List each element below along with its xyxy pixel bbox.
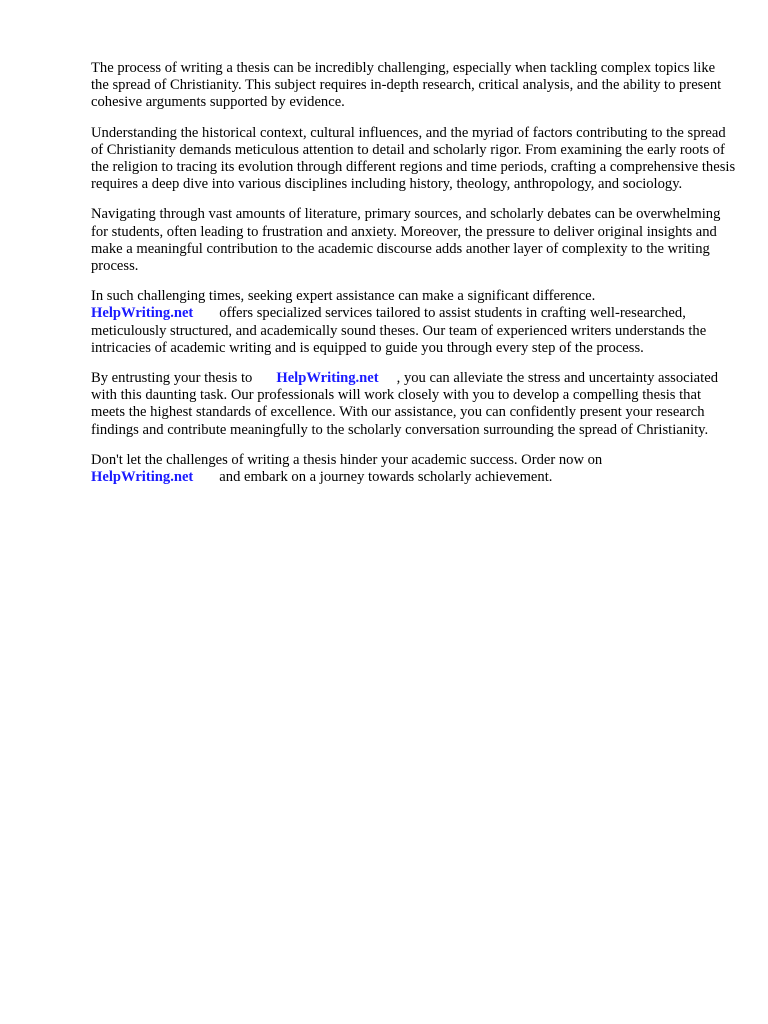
helpwriting-link[interactable]: HelpWriting.net	[276, 370, 379, 387]
paragraph-text: offers specialized services tailored to assist students in crafting well-researched, meticulously structured, and academically sound theses. Our team of experienced writers understands the intricacies of academic writing and is equipped to guide you through every step of the process.	[91, 305, 707, 356]
paragraph-call-to-action	[91, 452, 736, 486]
document-body	[91, 60, 736, 499]
paragraph-expert-assistance	[91, 288, 736, 357]
paragraph-challenges: Navigating through vast amounts of literature, primary sources, and scholarly debates can be overwhelming for students, often leading to frustration and anxiety. Moreover, the pressure to deliver original insights and make a meaningful contribution to the academic discourse adds another layer of complexity to the writing process.	[91, 206, 721, 275]
paragraph-text: Don't let the challenges of writing a thesis hinder your academic success. Order now on	[91, 451, 603, 468]
helpwriting-link[interactable]: HelpWriting.net	[91, 469, 194, 486]
paragraph-text: , you can alleviate the stress and uncertainty associated with this daunting task. Our professionals will work closely with you to develop a compelling thesis that meets the highest standards of excellence. With our assistance, you can confidently present your research findings and contribute meaningfully to the scholarly conversation surrounding the spread of Christianity.	[91, 370, 718, 438]
paragraph-text: By entrusting your thesis to	[91, 370, 253, 387]
paragraph-historical-context: Understanding the historical context, cultural influences, and the myriad of factors contributing to the spread of Christianity demands meticulous attention to detail and scholarly rigor. From examining the early roots of the religion to tracing its evolution through different regions and time periods, crafting a comprehensive thesis requires a deep dive into various disciplines including history, theology, anthropology, and sociology.	[91, 124, 736, 193]
paragraph-intro: The process of writing a thesis can be incredibly challenging, especially when tackling complex topics like the spread of Christianity. This subject requires in-depth research, critical analysis, and the ability to present cohesive arguments supported by evidence.	[91, 60, 722, 111]
paragraph-text: In such challenging times, seeking expert assistance can make a significant difference.	[91, 288, 596, 305]
paragraph-entrusting	[91, 370, 736, 439]
paragraph-text: and embark on a journey towards scholarly achievement.	[219, 469, 553, 486]
helpwriting-link[interactable]: HelpWriting.net	[91, 305, 194, 322]
